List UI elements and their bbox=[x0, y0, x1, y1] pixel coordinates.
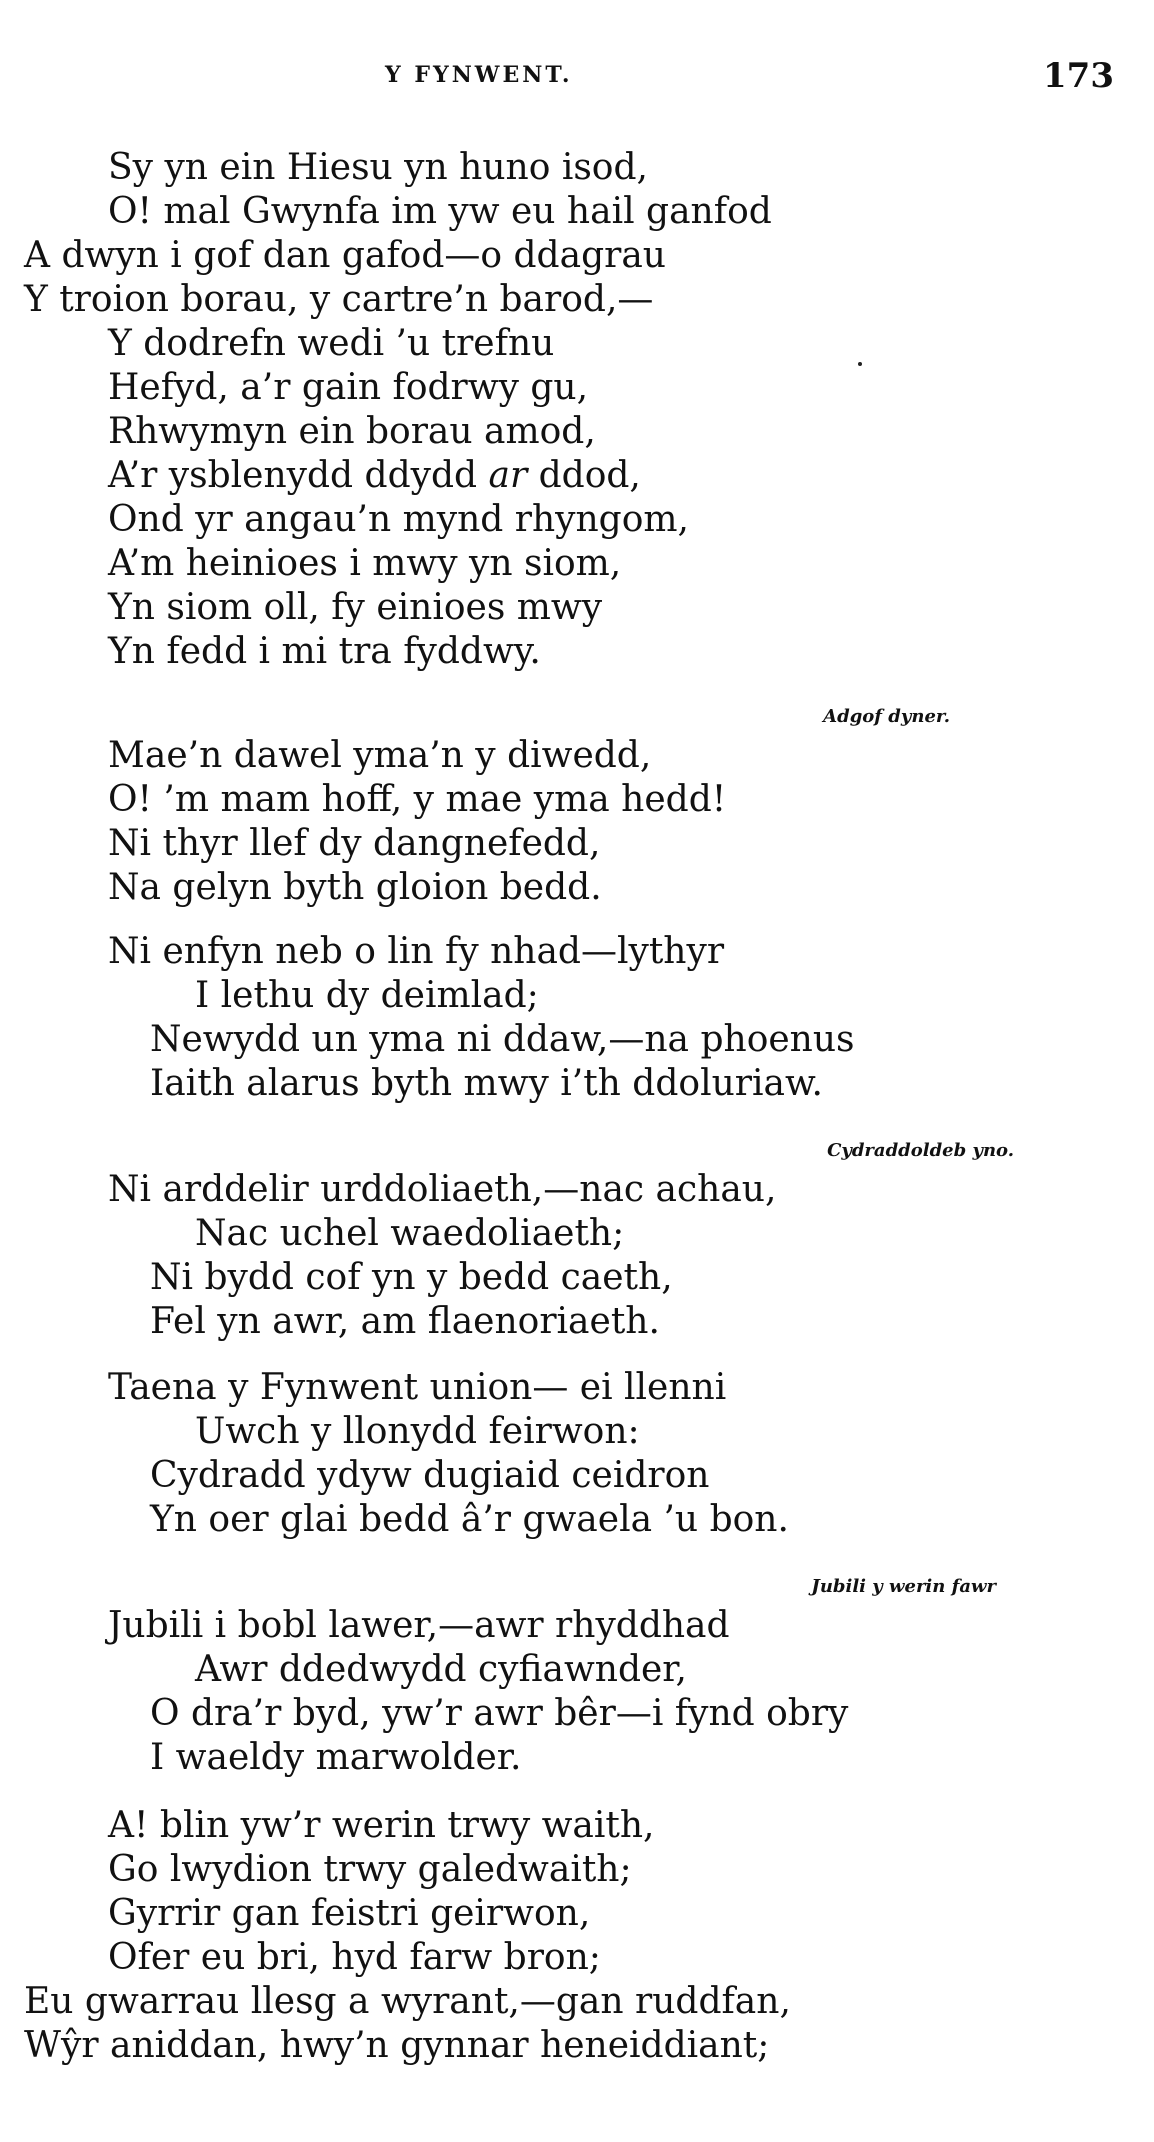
poem-line: O dra’r byd, yw’r awr bêr—i fynd obry bbox=[150, 1693, 849, 1734]
poem-line: Yn oer glai bedd â’r gwaela ’u bon. bbox=[150, 1499, 789, 1540]
poem-line: Nac uchel waedoliaeth; bbox=[195, 1213, 625, 1254]
poem-line-start: A’r ysblenydd ddydd bbox=[108, 455, 489, 496]
poem-line: Jubili i bobl lawer,—awr rhyddhad bbox=[108, 1605, 730, 1646]
poem-line: Hefyd, a’r gain fodrwy gu, bbox=[108, 367, 589, 408]
poem-line: Rhwymyn ein borau amod, bbox=[108, 411, 596, 452]
poem-line: Sy yn ein Hiesu yn huno isod, bbox=[108, 147, 648, 188]
poem-line: Yn fedd i mi tra fyddwy. bbox=[108, 631, 541, 672]
poem-line: Ni enfyn neb o lin fy nhad—lythyr bbox=[108, 931, 725, 972]
page-number: 173 bbox=[1043, 56, 1114, 96]
poem-line: Mae’n dawel yma’n y diwedd, bbox=[108, 735, 652, 776]
poem-line: Iaith alarus byth mwy i’th ddoluriaw. bbox=[150, 1063, 823, 1104]
poem-line: Uwch y llonydd feirwon: bbox=[195, 1411, 640, 1452]
margin-note: Cydraddoldeb yno. bbox=[827, 1140, 1014, 1161]
poem-line: Fel yn awr, am flaenoriaeth. bbox=[150, 1301, 660, 1342]
poem-line: Yn siom oll, fy einioes mwy bbox=[108, 587, 603, 628]
poem-line-end: ddod, bbox=[527, 455, 641, 496]
poem-line: Wŷr aniddan, hwy’n gynnar heneiddiant; bbox=[24, 2025, 770, 2066]
poem-line: Ni bydd cof yn y bedd caeth, bbox=[150, 1257, 673, 1298]
poem-line: I lethu dy deimlad; bbox=[195, 975, 539, 1016]
margin-note: Jubili y werin fawr bbox=[811, 1576, 996, 1597]
poem-line: A’m heinioes i mwy yn siom, bbox=[108, 543, 622, 584]
poem-line: Cydradd ydyw dugiaid ceidron bbox=[150, 1455, 710, 1496]
poem-line: I waeldy marwolder. bbox=[150, 1737, 522, 1778]
poem-line: Ni thyr llef dy dangnefedd, bbox=[108, 823, 601, 864]
poem-line: Awr ddedwydd cyfiawnder, bbox=[195, 1649, 687, 1690]
ink-speck bbox=[858, 362, 862, 366]
margin-note: Adgof dyner. bbox=[823, 706, 950, 727]
poem-line: Na gelyn byth gloion bedd. bbox=[108, 867, 602, 908]
poem-line: O! ’m mam hoff, y mae yma hedd! bbox=[108, 779, 727, 820]
poem-line: Taena y Fynwent union— ei llenni bbox=[108, 1367, 727, 1408]
poem-line: O! mal Gwynfa im yw eu hail ganfod bbox=[108, 191, 772, 232]
poem-line: Go lwydion trwy galedwaith; bbox=[108, 1849, 632, 1890]
poem-line: Eu gwarrau llesg a wyrant,—gan ruddfan, bbox=[24, 1981, 791, 2022]
poem-line: Ond yr angau’n mynd rhyngom, bbox=[108, 499, 689, 540]
poem-line: A! blin yw’r werin trwy waith, bbox=[108, 1805, 655, 1846]
poem-line bbox=[108, 454, 641, 498]
poem-line: Ni arddelir urddoliaeth,—nac achau, bbox=[108, 1169, 777, 1210]
running-header: Y FYNWENT. bbox=[385, 62, 573, 88]
poem-line: A dwyn i gof dan gafod—o ddagrau bbox=[24, 235, 666, 276]
poem-line: Gyrrir gan feistri geirwon, bbox=[108, 1893, 591, 1934]
poem-line: Y troion borau, y cartre’n barod,— bbox=[24, 279, 654, 320]
poem-line: Ofer eu bri, hyd farw bron; bbox=[108, 1937, 601, 1978]
italic-word: ar bbox=[488, 455, 528, 496]
poem-line: Newydd un yma ni ddaw,—na phoenus bbox=[150, 1019, 855, 1060]
poem-line: Y dodrefn wedi ’u trefnu bbox=[108, 323, 555, 364]
